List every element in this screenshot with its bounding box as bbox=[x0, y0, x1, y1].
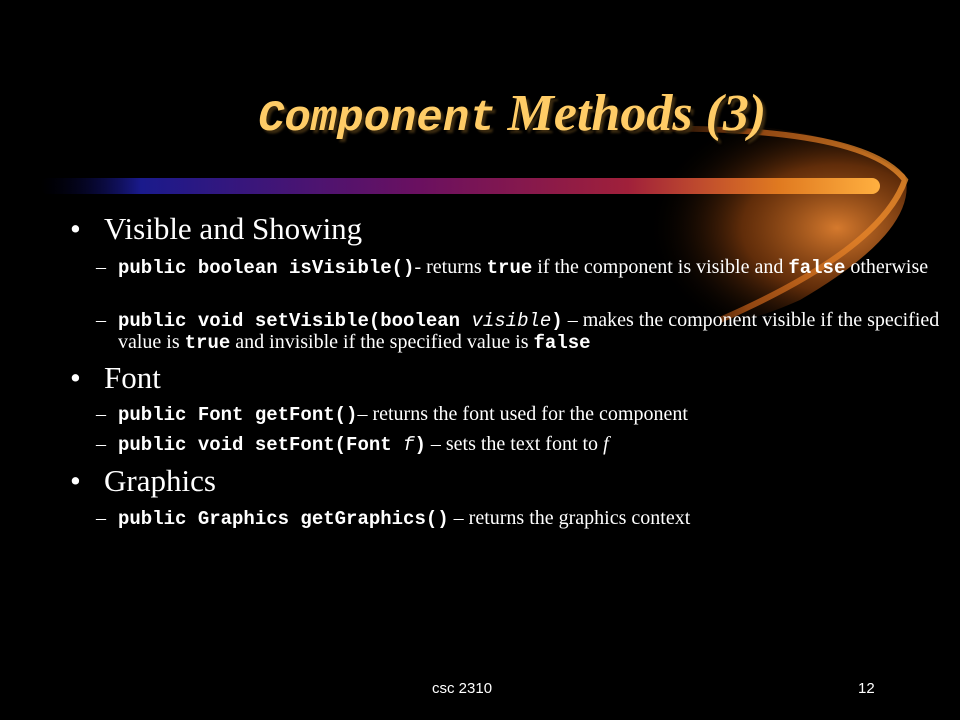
swoosh-bar bbox=[40, 178, 880, 194]
sub-dash: – bbox=[96, 507, 106, 529]
method-signature-end: ) bbox=[414, 434, 426, 456]
method-signature: public void setFont(Font bbox=[118, 434, 404, 456]
sub-dash: – bbox=[96, 256, 106, 278]
sub-dash: – bbox=[96, 309, 106, 331]
bullet-dot: • bbox=[70, 463, 81, 498]
code-keyword: false bbox=[533, 332, 591, 354]
code-keyword: true bbox=[486, 257, 533, 279]
method-signature: public void setVisible(boolean bbox=[118, 310, 472, 332]
desc-text: if the component is visible and bbox=[532, 256, 789, 278]
desc-param: f bbox=[603, 433, 609, 455]
bullet-graphics bbox=[70, 463, 216, 498]
desc-text: – makes the component visible if the specified value is bbox=[118, 309, 940, 353]
subitem-setfont bbox=[96, 433, 948, 456]
desc-text: – returns the graphics context bbox=[448, 507, 691, 529]
bullet-heading: Graphics bbox=[104, 463, 216, 498]
desc-text: – sets the text font to bbox=[425, 433, 604, 455]
subitem-getgraphics bbox=[96, 507, 948, 530]
bullet-dot: • bbox=[70, 360, 81, 395]
method-param: visible bbox=[471, 310, 552, 332]
bullet-font bbox=[70, 360, 161, 395]
method-signature: public Graphics getGraphics() bbox=[118, 508, 449, 530]
method-signature: public boolean isVisible() bbox=[118, 257, 415, 279]
method-signature-end: ) bbox=[551, 310, 563, 332]
code-keyword: false bbox=[788, 257, 846, 279]
title-text: Methods (3) bbox=[507, 85, 767, 142]
method-param: f bbox=[403, 434, 415, 456]
subitem-setvisible bbox=[96, 309, 948, 354]
footer-page-number: 12 bbox=[858, 680, 875, 697]
bullet-visible-showing bbox=[70, 211, 363, 246]
desc-text: - returns bbox=[414, 256, 487, 278]
method-signature: public Font getFont() bbox=[118, 404, 358, 426]
bullet-heading: Font bbox=[104, 360, 161, 395]
sub-dash: – bbox=[96, 403, 106, 425]
desc-text: – returns the font used for the component bbox=[357, 403, 688, 425]
desc-text: otherwise bbox=[845, 256, 929, 278]
subitem-isvisible bbox=[96, 256, 948, 279]
footer-course: csc 2310 bbox=[432, 680, 493, 697]
title-code: Component bbox=[258, 94, 496, 144]
bullet-dot: • bbox=[70, 211, 81, 246]
bullet-heading: Visible and Showing bbox=[104, 211, 363, 246]
slide-title bbox=[258, 85, 767, 144]
desc-text: and invisible if the specified value is bbox=[230, 331, 534, 353]
code-keyword: true bbox=[184, 332, 231, 354]
sub-dash: – bbox=[96, 433, 106, 455]
subitem-getfont bbox=[96, 403, 948, 426]
swoosh-glow bbox=[590, 122, 907, 334]
